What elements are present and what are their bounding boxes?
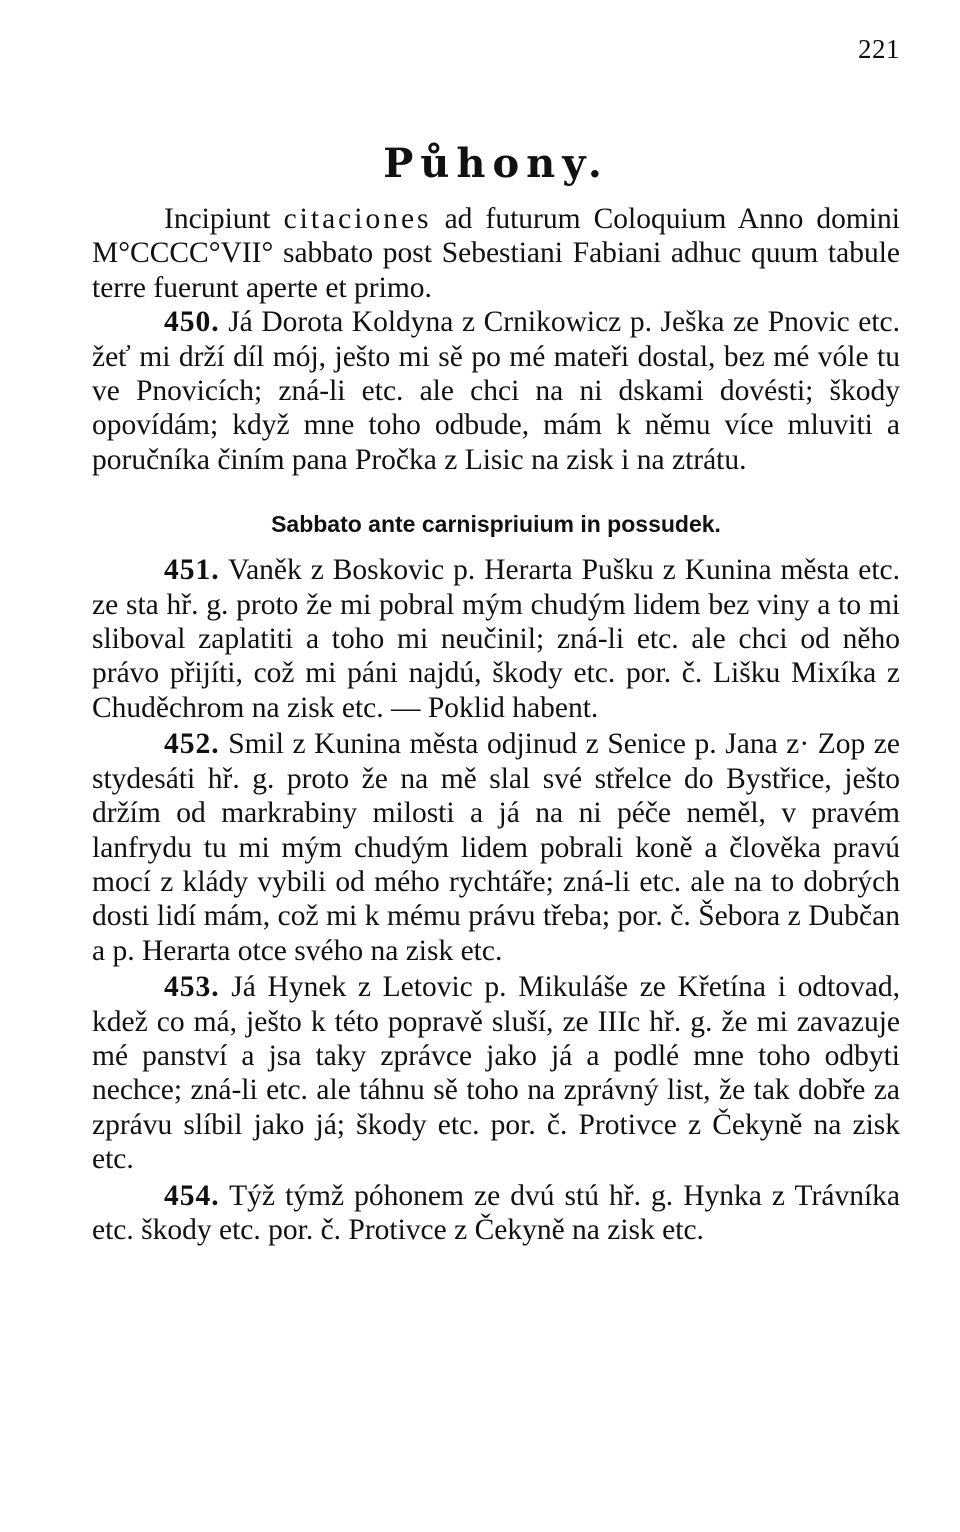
entry-453 [92, 970, 900, 1176]
entry-452 [92, 727, 900, 968]
entry-451 [92, 553, 900, 725]
document-page [92, 0, 900, 1532]
entry-454 [92, 1179, 900, 1248]
entry-text: Já Hynek z Letovic p. Mikuláše ze Křetína i odtovad, kdež co má, ješto k této popravě sluší, ze IIIc hř. g. že mi zavazuje mé panství a jsa taky zprávce jako já a podlé mne toho odbyti nechce; zná-li etc. ale táhnu sě toho na zprávný list, že tak dobře za zprávu slíbil jako já; škody etc. por. č. Protivce z Čekyně na zisk etc. [92, 971, 900, 1176]
entry-number: 453. [164, 971, 220, 1004]
entry-number: 450. [164, 306, 220, 339]
section-heading: Sabbato ante carnispriuium in possudek. [271, 511, 721, 538]
page-title: Půhony. [383, 140, 609, 187]
entry-number: 451. [164, 554, 220, 587]
entry-text: Smil z Kunina města odjinud z Senice p. Jana z· Zop ze stydesáti hř. g. proto že na mě slal své střelce do Bystřice, ješto držím od markrabiny milosti a já na ni péče neměl, v pravém lanfrydu tu mi mým chudým lidem pobrali koně a člověka pravú mocí z klády vybili od mého rychtáře; zná-li etc. ale na to dobrých dosti lidí mám, což mi k mému právu třeba; por. č. Šebora z Dubčan a p. Herarta otce svého na zisk etc. [92, 728, 900, 967]
entry-text: Týž týmž póhonem ze dvú stú hř. g. Hynka z Trávníka etc. škody etc. por. č. Protivce z Čekyně na zisk etc. [92, 1179, 900, 1246]
intro-text-before: Incipiunt [164, 203, 284, 235]
entry-text: Já Dorota Koldyna z Crnikowicz p. Ješka ze Pnovic etc. žeť mi drží díl mój, ješto mi sě po mé mateři dostal, bez mé vóle tu ve Pnovicích; zná-li etc. ale chci na ni dskami dovésti; škody opovídám; když mne toho odbude, mám k němu více mluviti a poručníka činím pana Pročka z Lisic na zisk i na ztrátu. [92, 306, 900, 476]
entry-number: 454. [164, 1179, 220, 1212]
entry-text: Vaněk z Boskovic p. Herarta Pušku z Kunina města etc. ze sta hř. g. proto že mi pobral mým chudým lidem bez viny a to mi sliboval zaplatiti a toho mi neučinil; zná-li etc. ale chci od něho právo přijíti, což mi páni najdú, škody etc. por. č. Lišku Mixíka z Chuděchrom na zisk etc. — Poklid habent. [92, 554, 900, 724]
intro-spaced-word: citaciones [283, 203, 432, 235]
entry-number: 452. [164, 728, 220, 761]
intro-text-after: ad futurum Coloquium Anno domini M°CCCC°VII° sabbato post Sebestiani Fabiani adhuc quum tabule terre fuerunt aperte et primo. [92, 203, 900, 304]
page-number: 221 [858, 34, 900, 64]
intro-paragraph [92, 202, 900, 305]
entry-450 [92, 305, 900, 477]
document-body [92, 202, 900, 1247]
